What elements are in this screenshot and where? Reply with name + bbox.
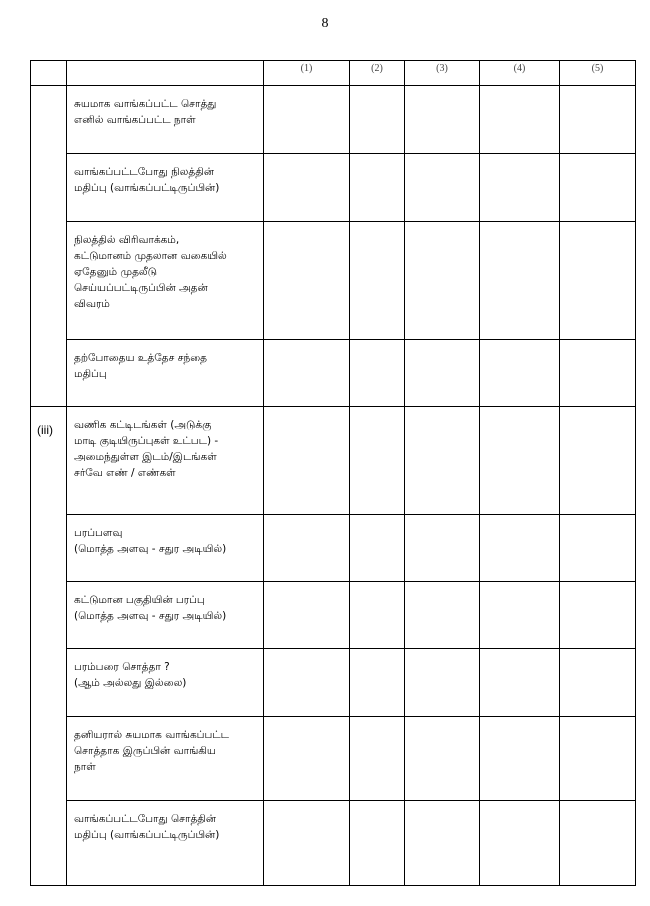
entry-cell-column-2[interactable]	[350, 582, 405, 649]
entry-cell-column-1[interactable]	[264, 717, 350, 801]
table-row	[31, 717, 636, 801]
entry-cell-column-4[interactable]	[480, 649, 560, 717]
entry-cell-column-2[interactable]	[350, 154, 405, 222]
row-label	[67, 340, 264, 407]
entry-cell-column-4[interactable]	[480, 86, 560, 154]
entry-cell-column-3[interactable]	[405, 407, 480, 515]
entry-cell-column-4[interactable]	[480, 801, 560, 886]
entry-cell-column-1[interactable]	[264, 649, 350, 717]
entry-cell-column-3[interactable]	[405, 515, 480, 582]
entry-cell-column-2[interactable]	[350, 407, 405, 515]
table-row	[31, 649, 636, 717]
section-marker-iii: (iii)	[31, 407, 67, 886]
row-label-line: (மொத்த அளவு - சதுர அடியில்)	[74, 543, 227, 555]
entry-cell-column-4[interactable]	[480, 340, 560, 407]
entry-cell-column-1[interactable]	[264, 515, 350, 582]
row-label-line: நிலத்தில் விரிவாக்கம்,	[74, 234, 180, 246]
column-header-1: (1)	[264, 61, 350, 86]
row-label-line: செய்யப்பட்டிருப்பின் அதன்	[74, 282, 208, 294]
row-label-line: எனில் வாங்கப்பட்ட நாள்	[74, 114, 196, 126]
row-label-line: மதிப்பு (வாங்கப்பட்டிருப்பின்)	[74, 829, 220, 841]
entry-cell-column-2[interactable]	[350, 515, 405, 582]
row-label	[67, 717, 264, 801]
row-label-line: (மொத்த அளவு - சதுர அடியில்)	[74, 610, 227, 622]
entry-cell-column-5[interactable]	[560, 717, 636, 801]
column-header-4: (4)	[480, 61, 560, 86]
row-label-line: (ஆம் அல்லது இல்லை)	[74, 677, 187, 689]
row-label-line: தனியரால் சுயமாக வாங்கப்பட்ட	[74, 729, 229, 741]
entry-cell-column-2[interactable]	[350, 222, 405, 340]
entry-cell-column-3[interactable]	[405, 649, 480, 717]
row-label-line: கட்டுமான பகுதியின் பரப்பு	[74, 594, 205, 606]
row-label-line: மாடி குடியிருப்புகள் உட்பட) -	[74, 435, 219, 447]
entry-cell-column-2[interactable]	[350, 717, 405, 801]
entry-cell-column-5[interactable]	[560, 582, 636, 649]
header-row	[31, 61, 636, 86]
entry-cell-column-3[interactable]	[405, 86, 480, 154]
row-label-line: ஏதேனும் முதலீடு	[74, 266, 158, 278]
column-header-2: (2)	[350, 61, 405, 86]
row-label-line: நாள்	[74, 761, 96, 773]
table-row	[31, 86, 636, 154]
entry-cell-column-5[interactable]	[560, 222, 636, 340]
entry-cell-column-4[interactable]	[480, 582, 560, 649]
entry-cell-column-1[interactable]	[264, 154, 350, 222]
entry-cell-column-5[interactable]	[560, 340, 636, 407]
entry-cell-column-1[interactable]	[264, 582, 350, 649]
entry-cell-column-3[interactable]	[405, 582, 480, 649]
entry-cell-column-5[interactable]	[560, 515, 636, 582]
row-label	[67, 86, 264, 154]
column-header-5: (5)	[560, 61, 636, 86]
row-label	[67, 407, 264, 515]
row-label-line: சொத்தாக இருப்பின் வாங்கிய	[74, 745, 216, 757]
row-label-line: மதிப்பு	[74, 368, 107, 380]
entry-cell-column-3[interactable]	[405, 154, 480, 222]
entry-cell-column-3[interactable]	[405, 801, 480, 886]
blank-header-cell	[31, 61, 67, 86]
entry-cell-column-4[interactable]	[480, 222, 560, 340]
table-row	[31, 407, 636, 515]
row-label-line: விவரம்	[74, 298, 110, 310]
entry-cell-column-4[interactable]	[480, 407, 560, 515]
table-row	[31, 222, 636, 340]
table-row	[31, 340, 636, 407]
entry-cell-column-1[interactable]	[264, 86, 350, 154]
entry-cell-column-1[interactable]	[264, 340, 350, 407]
row-label	[67, 582, 264, 649]
row-label-line: வாங்கப்பட்டபோது நிலத்தின்	[74, 166, 215, 178]
entry-cell-column-2[interactable]	[350, 340, 405, 407]
row-label-line: வாங்கப்பட்டபோது சொத்தின்	[74, 813, 217, 825]
blank-header-cell	[67, 61, 264, 86]
row-label-line: பரப்பளவு	[74, 527, 123, 539]
row-label	[67, 154, 264, 222]
column-header-3: (3)	[405, 61, 480, 86]
entry-cell-column-5[interactable]	[560, 801, 636, 886]
page-number: 8	[321, 16, 329, 31]
entry-cell-column-5[interactable]	[560, 649, 636, 717]
entry-cell-column-3[interactable]	[405, 222, 480, 340]
entry-cell-column-5[interactable]	[560, 86, 636, 154]
table-row	[31, 801, 636, 886]
table-row	[31, 515, 636, 582]
entry-cell-column-2[interactable]	[350, 801, 405, 886]
table-row	[31, 582, 636, 649]
entry-cell-column-5[interactable]	[560, 407, 636, 515]
row-label-line: சர்வே எண் / எண்கள்	[74, 467, 176, 479]
table-row	[31, 154, 636, 222]
row-label-line: தற்போதைய உத்தேச சந்தை	[74, 352, 207, 364]
row-label-line: வணிக கட்டிடங்கள் (அடுக்கு	[74, 419, 212, 431]
row-label	[67, 515, 264, 582]
entry-cell-column-2[interactable]	[350, 86, 405, 154]
entry-cell-column-2[interactable]	[350, 649, 405, 717]
row-label-line: சுயமாக வாங்கப்பட்ட சொத்து	[74, 98, 217, 110]
entry-cell-column-4[interactable]	[480, 515, 560, 582]
row-label	[67, 222, 264, 340]
section-marker-cell	[31, 86, 67, 407]
entry-cell-column-1[interactable]	[264, 222, 350, 340]
row-label-line: பரம்பரை சொத்தா ?	[74, 661, 170, 673]
entry-cell-column-4[interactable]	[480, 154, 560, 222]
entry-cell-column-1[interactable]	[264, 801, 350, 886]
entry-cell-column-1[interactable]	[264, 407, 350, 515]
row-label-line: மதிப்பு (வாங்கப்பட்டிருப்பின்)	[74, 182, 220, 194]
declaration-table	[30, 60, 636, 886]
entry-cell-column-4[interactable]	[480, 717, 560, 801]
row-label-line: கட்டுமானம் முதலான வகையில்	[74, 250, 227, 262]
row-label	[67, 801, 264, 886]
row-label-line: அமைந்துள்ள இடம்/இடங்கள்	[74, 451, 217, 463]
row-label	[67, 649, 264, 717]
entry-cell-column-3[interactable]	[405, 717, 480, 801]
entry-cell-column-5[interactable]	[560, 154, 636, 222]
entry-cell-column-3[interactable]	[405, 340, 480, 407]
